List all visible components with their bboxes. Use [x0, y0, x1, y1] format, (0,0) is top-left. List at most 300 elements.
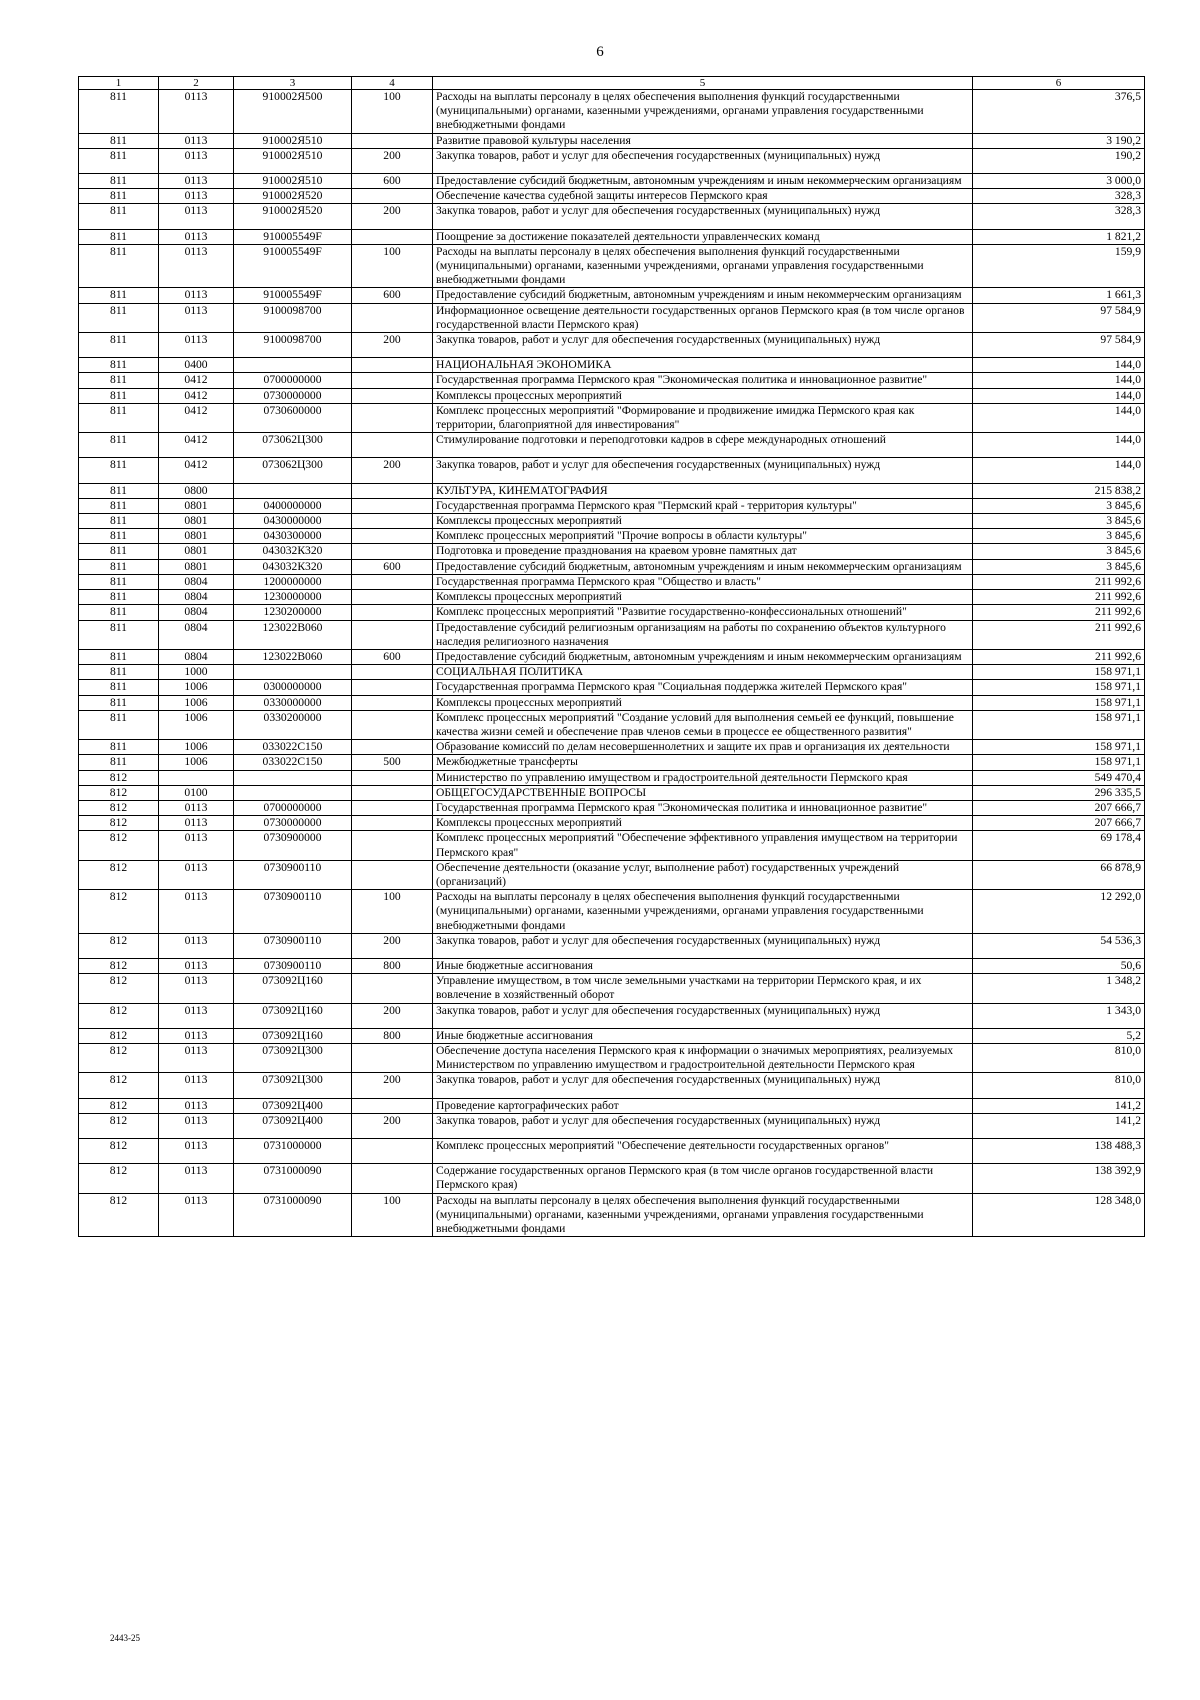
cell-target-article-code: 073092Ц400	[234, 1098, 352, 1113]
cell-ministry-code: 811	[79, 498, 159, 513]
cell-amount: 296 335,5	[973, 785, 1145, 800]
table-row	[79, 514, 1145, 529]
header-col-3: 3	[234, 77, 352, 90]
cell-target-article-code: 0730900110	[234, 933, 352, 958]
cell-target-article-code: 9100098700	[234, 303, 352, 332]
cell-ministry-code: 811	[79, 403, 159, 432]
cell-amount: 207 666,7	[973, 800, 1145, 815]
cell-section-code: 0804	[159, 574, 234, 589]
cell-ministry-code: 811	[79, 229, 159, 244]
cell-ministry-code: 812	[79, 816, 159, 831]
cell-expense-type-code	[352, 529, 433, 544]
table-row	[79, 1073, 1145, 1098]
table-row	[79, 740, 1145, 755]
cell-ministry-code: 811	[79, 133, 159, 148]
cell-expense-type-code	[352, 695, 433, 710]
cell-section-code: 0113	[159, 958, 234, 973]
cell-ministry-code: 811	[79, 433, 159, 458]
cell-description: Комплексы процессных мероприятий	[433, 816, 973, 831]
cell-section-code: 0113	[159, 90, 234, 134]
cell-section-code: 0113	[159, 933, 234, 958]
cell-ministry-code: 812	[79, 831, 159, 860]
cell-section-code: 1006	[159, 755, 234, 770]
cell-expense-type-code	[352, 483, 433, 498]
header-col-6: 6	[973, 77, 1145, 90]
cell-description: Министерство по управлению имуществом и градостроительной деятельности Пермского края	[433, 770, 973, 785]
cell-section-code: 0801	[159, 498, 234, 513]
cell-ministry-code: 811	[79, 358, 159, 373]
cell-ministry-code: 812	[79, 1164, 159, 1193]
cell-target-article-code: 033022С150	[234, 740, 352, 755]
cell-section-code: 0113	[159, 303, 234, 332]
cell-description: Государственная программа Пермского края "Общество и власть"	[433, 574, 973, 589]
table-row	[79, 665, 1145, 680]
cell-expense-type-code	[352, 433, 433, 458]
cell-description: Комплексы процессных мероприятий	[433, 388, 973, 403]
cell-description: Государственная программа Пермского края "Социальная поддержка жителей Пермского края"	[433, 680, 973, 695]
cell-description: Государственная программа Пермского края "Экономическая политика и инновационное развитие"	[433, 800, 973, 815]
cell-target-article-code: 0731000000	[234, 1139, 352, 1164]
cell-description: СОЦИАЛЬНАЯ ПОЛИТИКА	[433, 665, 973, 680]
table-row	[79, 189, 1145, 204]
cell-expense-type-code	[352, 680, 433, 695]
cell-description: Закупка товаров, работ и услуг для обеспечения государственных (муниципальных) нужд	[433, 333, 973, 358]
cell-ministry-code: 812	[79, 785, 159, 800]
cell-target-article-code: 910002Я510	[234, 133, 352, 148]
cell-description: Комплексы процессных мероприятий	[433, 590, 973, 605]
cell-section-code: 0113	[159, 800, 234, 815]
cell-section-code: 1006	[159, 710, 234, 739]
cell-ministry-code: 811	[79, 665, 159, 680]
cell-expense-type-code	[352, 303, 433, 332]
cell-expense-type-code	[352, 388, 433, 403]
cell-ministry-code: 812	[79, 1003, 159, 1028]
cell-target-article-code: 0730900110	[234, 890, 352, 934]
cell-target-article-code: 910005549F	[234, 244, 352, 288]
cell-ministry-code: 811	[79, 333, 159, 358]
cell-expense-type-code	[352, 860, 433, 889]
cell-amount: 144,0	[973, 373, 1145, 388]
cell-amount: 158 971,1	[973, 740, 1145, 755]
cell-description: Комплекс процессных мероприятий "Прочие вопросы в области культуры"	[433, 529, 973, 544]
table-row	[79, 229, 1145, 244]
cell-ministry-code: 811	[79, 559, 159, 574]
cell-target-article-code	[234, 785, 352, 800]
cell-target-article-code: 0730900000	[234, 831, 352, 860]
header-col-4: 4	[352, 77, 433, 90]
cell-amount: 144,0	[973, 403, 1145, 432]
cell-amount: 328,3	[973, 189, 1145, 204]
cell-description: Управление имуществом, в том числе земельными участками на территории Пермского края, и их вовлечение в хозяйственный оборот	[433, 974, 973, 1003]
cell-section-code: 0113	[159, 148, 234, 173]
cell-target-article-code: 910002Я520	[234, 189, 352, 204]
cell-section-code: 0113	[159, 1043, 234, 1072]
table-row	[79, 333, 1145, 358]
cell-ministry-code: 811	[79, 695, 159, 710]
cell-amount: 211 992,6	[973, 649, 1145, 664]
cell-section-code: 0400	[159, 358, 234, 373]
cell-target-article-code: 0731000090	[234, 1193, 352, 1237]
cell-amount: 810,0	[973, 1043, 1145, 1072]
cell-target-article-code: 0330000000	[234, 695, 352, 710]
cell-description: Проведение картографических работ	[433, 1098, 973, 1113]
cell-section-code: 0113	[159, 860, 234, 889]
cell-description: Закупка товаров, работ и услуг для обеспечения государственных (муниципальных) нужд	[433, 1073, 973, 1098]
cell-expense-type-code	[352, 800, 433, 815]
cell-expense-type-code	[352, 785, 433, 800]
cell-description: Предоставление субсидий бюджетным, автономным учреждениям и иным некоммерческим организациям	[433, 649, 973, 664]
table-row	[79, 890, 1145, 934]
cell-amount: 144,0	[973, 388, 1145, 403]
cell-expense-type-code	[352, 403, 433, 432]
cell-description: Закупка товаров, работ и услуг для обеспечения государственных (муниципальных) нужд	[433, 204, 973, 229]
header-col-1: 1	[79, 77, 159, 90]
cell-ministry-code: 811	[79, 755, 159, 770]
cell-expense-type-code	[352, 1139, 433, 1164]
table-row	[79, 174, 1145, 189]
cell-description: Комплекс процессных мероприятий "Формирование и продвижение имиджа Пермского края как территории, благоприятной для инвестирования"	[433, 403, 973, 432]
cell-amount: 207 666,7	[973, 816, 1145, 831]
cell-amount: 3 845,6	[973, 559, 1145, 574]
cell-amount: 211 992,6	[973, 605, 1145, 620]
cell-target-article-code: 0330200000	[234, 710, 352, 739]
cell-target-article-code: 073062Ц300	[234, 458, 352, 483]
cell-ministry-code: 812	[79, 974, 159, 1003]
cell-ministry-code: 811	[79, 605, 159, 620]
table-row	[79, 785, 1145, 800]
cell-section-code: 0801	[159, 559, 234, 574]
table-row	[79, 1164, 1145, 1193]
cell-amount: 69 178,4	[973, 831, 1145, 860]
table-row	[79, 204, 1145, 229]
cell-amount: 215 838,2	[973, 483, 1145, 498]
cell-amount: 5,2	[973, 1028, 1145, 1043]
cell-amount: 1 348,2	[973, 974, 1145, 1003]
cell-ministry-code: 811	[79, 620, 159, 649]
table-row	[79, 133, 1145, 148]
cell-target-article-code: 0730000000	[234, 816, 352, 831]
cell-expense-type-code	[352, 605, 433, 620]
cell-target-article-code: 073092Ц160	[234, 974, 352, 1003]
cell-amount: 1 661,3	[973, 288, 1145, 303]
cell-ministry-code: 811	[79, 303, 159, 332]
cell-section-code: 0113	[159, 229, 234, 244]
table-row	[79, 800, 1145, 815]
table-row	[79, 1139, 1145, 1164]
cell-ministry-code: 811	[79, 529, 159, 544]
cell-ministry-code: 812	[79, 1139, 159, 1164]
cell-amount: 128 348,0	[973, 1193, 1145, 1237]
cell-target-article-code	[234, 770, 352, 785]
cell-expense-type-code: 200	[352, 1113, 433, 1138]
cell-ministry-code: 812	[79, 890, 159, 934]
cell-expense-type-code	[352, 740, 433, 755]
table-body	[79, 90, 1145, 1237]
cell-section-code: 0113	[159, 244, 234, 288]
table-row	[79, 244, 1145, 288]
cell-target-article-code: 910005549F	[234, 229, 352, 244]
table-row	[79, 373, 1145, 388]
cell-ministry-code: 812	[79, 860, 159, 889]
table-row	[79, 695, 1145, 710]
cell-amount: 3 190,2	[973, 133, 1145, 148]
cell-expense-type-code: 100	[352, 1193, 433, 1237]
table-row	[79, 1043, 1145, 1072]
cell-target-article-code: 0730900110	[234, 860, 352, 889]
cell-section-code: 0113	[159, 333, 234, 358]
cell-expense-type-code	[352, 620, 433, 649]
cell-description: Государственная программа Пермского края "Экономическая политика и инновационное развитие"	[433, 373, 973, 388]
table-row	[79, 1028, 1145, 1043]
cell-amount: 1 343,0	[973, 1003, 1145, 1028]
cell-amount: 211 992,6	[973, 574, 1145, 589]
cell-amount: 1 821,2	[973, 229, 1145, 244]
cell-amount: 66 878,9	[973, 860, 1145, 889]
cell-expense-type-code: 600	[352, 288, 433, 303]
cell-target-article-code: 0700000000	[234, 373, 352, 388]
cell-description: Развитие правовой культуры населения	[433, 133, 973, 148]
cell-ministry-code: 812	[79, 1193, 159, 1237]
cell-ministry-code: 812	[79, 933, 159, 958]
cell-expense-type-code: 200	[352, 1073, 433, 1098]
cell-ministry-code: 811	[79, 388, 159, 403]
cell-amount: 328,3	[973, 204, 1145, 229]
cell-description: Обеспечение деятельности (оказание услуг, выполнение работ) государственных учреждений (организаций)	[433, 860, 973, 889]
table-row	[79, 1003, 1145, 1028]
cell-section-code: 0412	[159, 373, 234, 388]
cell-section-code: 0113	[159, 1164, 234, 1193]
cell-amount: 158 971,1	[973, 710, 1145, 739]
cell-target-article-code	[234, 483, 352, 498]
cell-expense-type-code: 100	[352, 90, 433, 134]
table-row	[79, 620, 1145, 649]
cell-target-article-code: 0731000090	[234, 1164, 352, 1193]
cell-amount: 3 845,6	[973, 498, 1145, 513]
cell-target-article-code: 073062Ц300	[234, 433, 352, 458]
table-row	[79, 974, 1145, 1003]
cell-expense-type-code: 200	[352, 204, 433, 229]
table-row	[79, 303, 1145, 332]
cell-amount: 144,0	[973, 358, 1145, 373]
cell-section-code: 0113	[159, 1193, 234, 1237]
cell-ministry-code: 811	[79, 590, 159, 605]
cell-description: Предоставление субсидий религиозным организациям на работы по сохранению объектов культурного наследия религиозного назначения	[433, 620, 973, 649]
cell-expense-type-code: 800	[352, 1028, 433, 1043]
cell-target-article-code: 0730900110	[234, 958, 352, 973]
cell-ministry-code: 812	[79, 1098, 159, 1113]
cell-expense-type-code: 600	[352, 649, 433, 664]
table-row	[79, 860, 1145, 889]
cell-ministry-code: 811	[79, 458, 159, 483]
cell-amount: 211 992,6	[973, 590, 1145, 605]
cell-target-article-code: 123022В060	[234, 649, 352, 664]
cell-expense-type-code	[352, 770, 433, 785]
cell-section-code: 0113	[159, 816, 234, 831]
cell-ministry-code: 812	[79, 1073, 159, 1098]
table-row	[79, 1193, 1145, 1237]
cell-target-article-code: 0430300000	[234, 529, 352, 544]
table-row	[79, 755, 1145, 770]
cell-amount: 141,2	[973, 1113, 1145, 1138]
cell-description: Закупка товаров, работ и услуг для обеспечения государственных (муниципальных) нужд	[433, 1003, 973, 1028]
cell-section-code: 0113	[159, 890, 234, 934]
table-row	[79, 544, 1145, 559]
table-row	[79, 710, 1145, 739]
cell-target-article-code: 910002Я510	[234, 174, 352, 189]
cell-amount: 3 845,6	[973, 544, 1145, 559]
cell-amount: 3 845,6	[973, 529, 1145, 544]
table-row	[79, 148, 1145, 173]
cell-section-code: 0804	[159, 649, 234, 664]
cell-description: Обеспечение качества судебной защиты интересов Пермского края	[433, 189, 973, 204]
cell-amount: 158 971,1	[973, 695, 1145, 710]
table-row	[79, 816, 1145, 831]
table-row	[79, 458, 1145, 483]
table-row	[79, 1098, 1145, 1113]
cell-expense-type-code: 800	[352, 958, 433, 973]
table-row	[79, 605, 1145, 620]
cell-amount: 97 584,9	[973, 333, 1145, 358]
header-col-5: 5	[433, 77, 973, 90]
cell-amount: 144,0	[973, 433, 1145, 458]
cell-amount: 12 292,0	[973, 890, 1145, 934]
cell-amount: 211 992,6	[973, 620, 1145, 649]
cell-description: Иные бюджетные ассигнования	[433, 958, 973, 973]
cell-target-article-code: 910002Я520	[234, 204, 352, 229]
cell-ministry-code: 811	[79, 174, 159, 189]
cell-target-article-code: 073092Ц160	[234, 1028, 352, 1043]
table-row	[79, 649, 1145, 664]
cell-section-code: 0412	[159, 388, 234, 403]
table-row	[79, 958, 1145, 973]
cell-target-article-code: 043032К320	[234, 544, 352, 559]
cell-section-code: 0113	[159, 974, 234, 1003]
cell-expense-type-code: 200	[352, 458, 433, 483]
cell-section-code: 0412	[159, 403, 234, 432]
cell-expense-type-code: 500	[352, 755, 433, 770]
cell-expense-type-code: 200	[352, 1003, 433, 1028]
cell-section-code: 0113	[159, 189, 234, 204]
table-row	[79, 358, 1145, 373]
cell-description: Расходы на выплаты персоналу в целях обеспечения выполнения функций государственными (муниципальными) органами, казенными учреждениями, органами управления государственными внебюджетными фондами	[433, 890, 973, 934]
cell-description: Предоставление субсидий бюджетным, автономным учреждениям и иным некоммерческим организациям	[433, 559, 973, 574]
cell-target-article-code: 910005549F	[234, 288, 352, 303]
cell-description: Предоставление субсидий бюджетным, автономным учреждениям и иным некоммерческим организациям	[433, 288, 973, 303]
cell-expense-type-code: 600	[352, 174, 433, 189]
table-row	[79, 831, 1145, 860]
cell-ministry-code: 812	[79, 1028, 159, 1043]
cell-target-article-code: 0730600000	[234, 403, 352, 432]
cell-section-code: 0100	[159, 785, 234, 800]
cell-expense-type-code	[352, 189, 433, 204]
cell-description: Комплексы процессных мероприятий	[433, 695, 973, 710]
cell-ministry-code: 812	[79, 800, 159, 815]
cell-expense-type-code	[352, 665, 433, 680]
cell-section-code: 0113	[159, 831, 234, 860]
table-row	[79, 933, 1145, 958]
table-row	[79, 498, 1145, 513]
cell-section-code: 0113	[159, 1003, 234, 1028]
cell-section-code: 0113	[159, 288, 234, 303]
cell-amount: 549 470,4	[973, 770, 1145, 785]
cell-ministry-code: 811	[79, 148, 159, 173]
cell-amount: 138 392,9	[973, 1164, 1145, 1193]
cell-description: Закупка товаров, работ и услуг для обеспечения государственных (муниципальных) нужд	[433, 148, 973, 173]
budget-table	[78, 76, 1145, 1237]
cell-description: Комплексы процессных мероприятий	[433, 514, 973, 529]
cell-amount: 3 845,6	[973, 514, 1145, 529]
cell-amount: 3 000,0	[973, 174, 1145, 189]
cell-description: Информационное освещение деятельности государственных органов Пермского края (в том числе органов государственной власти Пермского края)	[433, 303, 973, 332]
cell-expense-type-code	[352, 590, 433, 605]
cell-expense-type-code	[352, 1098, 433, 1113]
cell-section-code: 1006	[159, 740, 234, 755]
cell-section-code: 0113	[159, 174, 234, 189]
cell-target-article-code	[234, 358, 352, 373]
cell-expense-type-code	[352, 133, 433, 148]
cell-description: Стимулирование подготовки и переподготовки кадров в сфере международных отношений	[433, 433, 973, 458]
cell-description: Закупка товаров, работ и услуг для обеспечения государственных (муниципальных) нужд	[433, 458, 973, 483]
cell-section-code: 0804	[159, 590, 234, 605]
cell-ministry-code: 811	[79, 288, 159, 303]
cell-description: КУЛЬТУРА, КИНЕМАТОГРАФИЯ	[433, 483, 973, 498]
cell-ministry-code: 811	[79, 514, 159, 529]
cell-description: Межбюджетные трансферты	[433, 755, 973, 770]
table-row	[79, 529, 1145, 544]
cell-ministry-code: 811	[79, 244, 159, 288]
cell-expense-type-code: 200	[352, 333, 433, 358]
cell-expense-type-code	[352, 816, 433, 831]
cell-ministry-code: 811	[79, 204, 159, 229]
cell-amount: 141,2	[973, 1098, 1145, 1113]
cell-target-article-code: 073092Ц300	[234, 1073, 352, 1098]
cell-expense-type-code	[352, 831, 433, 860]
cell-amount: 54 536,3	[973, 933, 1145, 958]
page-number: 6	[596, 44, 604, 60]
cell-section-code	[159, 770, 234, 785]
cell-description: Содержание государственных органов Пермского края (в том числе органов государственной власти Пермского края)	[433, 1164, 973, 1193]
cell-description: Закупка товаров, работ и услуг для обеспечения государственных (муниципальных) нужд	[433, 933, 973, 958]
cell-section-code: 0113	[159, 1113, 234, 1138]
cell-description: ОБЩЕГОСУДАРСТВЕННЫЕ ВОПРОСЫ	[433, 785, 973, 800]
cell-amount: 97 584,9	[973, 303, 1145, 332]
cell-amount: 376,5	[973, 90, 1145, 134]
table-row	[79, 559, 1145, 574]
cell-section-code: 0113	[159, 204, 234, 229]
cell-ministry-code: 811	[79, 680, 159, 695]
cell-target-article-code: 0730000000	[234, 388, 352, 403]
cell-description: Предоставление субсидий бюджетным, автономным учреждениям и иным некоммерческим организациям	[433, 174, 973, 189]
cell-expense-type-code: 600	[352, 559, 433, 574]
cell-ministry-code: 811	[79, 90, 159, 134]
cell-section-code: 0801	[159, 514, 234, 529]
cell-description: НАЦИОНАЛЬНАЯ ЭКОНОМИКА	[433, 358, 973, 373]
cell-description: Поощрение за достижение показателей деятельности управленческих команд	[433, 229, 973, 244]
cell-expense-type-code	[352, 373, 433, 388]
document-code: 2443-25	[110, 1633, 140, 1643]
cell-description: Расходы на выплаты персоналу в целях обеспечения выполнения функций государственными (муниципальными) органами, казенными учреждениями, органами управления государственными внебюджетными фондами	[433, 1193, 973, 1237]
cell-target-article-code: 073092Ц160	[234, 1003, 352, 1028]
cell-section-code: 0113	[159, 1139, 234, 1164]
cell-target-article-code	[234, 665, 352, 680]
cell-target-article-code: 123022В060	[234, 620, 352, 649]
cell-expense-type-code	[352, 358, 433, 373]
table-row	[79, 403, 1145, 432]
cell-expense-type-code: 200	[352, 148, 433, 173]
table-row	[79, 590, 1145, 605]
cell-description: Закупка товаров, работ и услуг для обеспечения государственных (муниципальных) нужд	[433, 1113, 973, 1138]
cell-description: Комплекс процессных мероприятий "Создание условий для выполнения семьей ее функций, повышение качества жизни семей и обеспечение прав членов семьи в процессе ее общественного развития"	[433, 710, 973, 739]
